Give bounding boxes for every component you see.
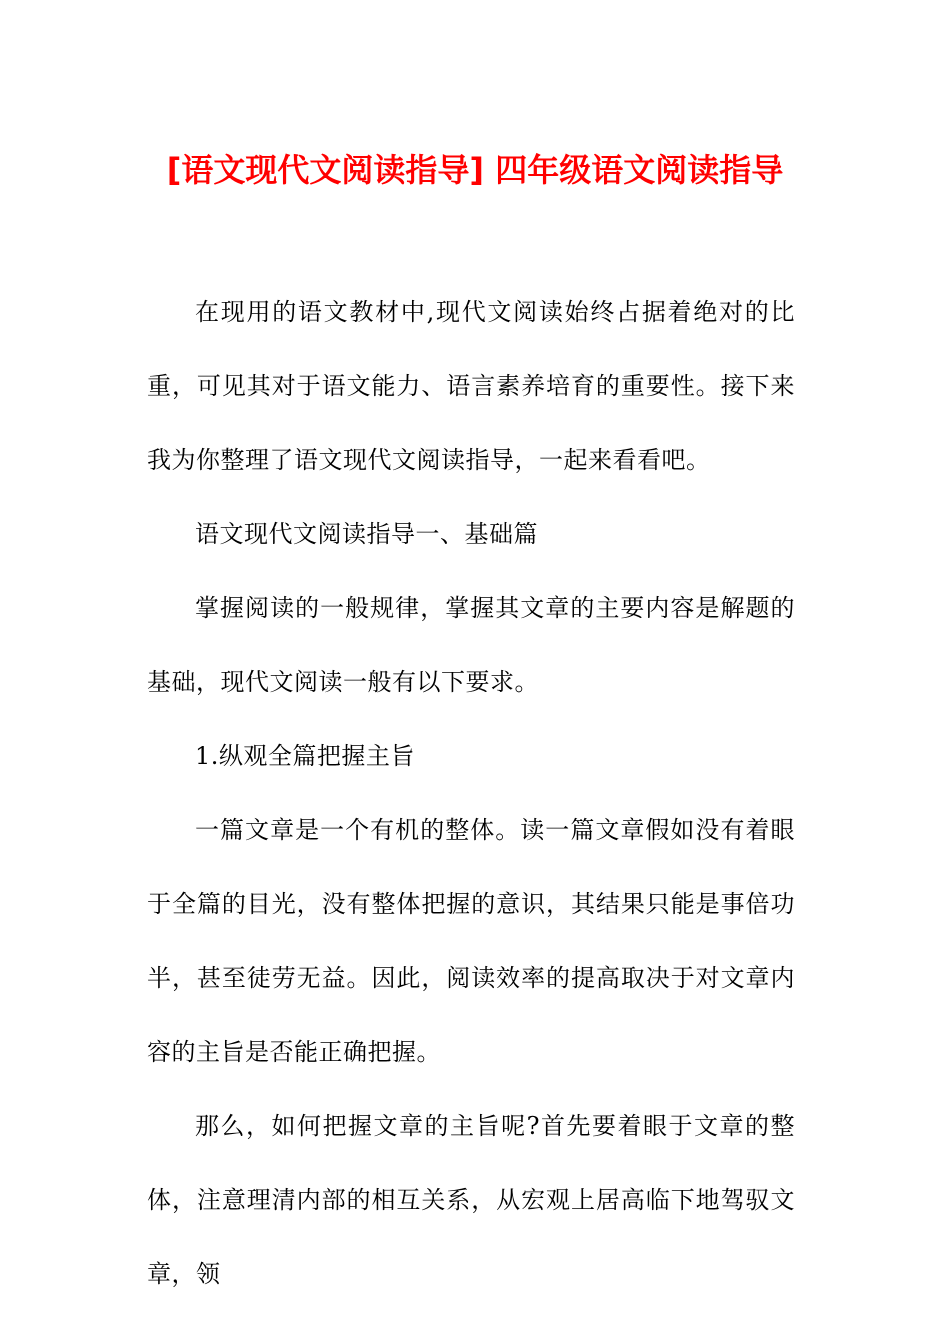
paragraph-requirements: 掌握阅读的一般规律，掌握其文章的主要内容是解题的基础，现代文阅读一般有以下要求。: [147, 594, 795, 696]
paragraph-whole-article: 一篇文章是一个有机的整体。读一篇文章假如没有着眼于全篇的目光，没有整体把握的意识，其结果只能是事倍功半，甚至徒劳无益。因此，阅读效率的提高取决于对文章内容的主旨是否能正确把握。: [147, 816, 795, 1066]
section-heading-basics: 语文现代文阅读指导一、基础篇: [195, 520, 538, 548]
paragraph-how-to-grasp: 那么，如何把握文章的主旨呢?首先要着眼于文章的整体，注意理清内部的相互关系，从宏观上居高临下地驾驭文章，领: [147, 1112, 795, 1288]
paragraph-intro: 在现用的语文教材中,现代文阅读始终占据着绝对的比重，可见其对于语文能力、语言素养培育的重要性。接下来我为你整理了语文现代文阅读指导，一起来看看吧。: [147, 298, 795, 474]
document-body: [147, 275, 795, 1311]
subheading-main-idea: 1.纵观全篇把握主旨: [195, 742, 415, 770]
document-title: [语文现代文阅读指导] 四年级语文阅读指导: [166, 151, 784, 189]
